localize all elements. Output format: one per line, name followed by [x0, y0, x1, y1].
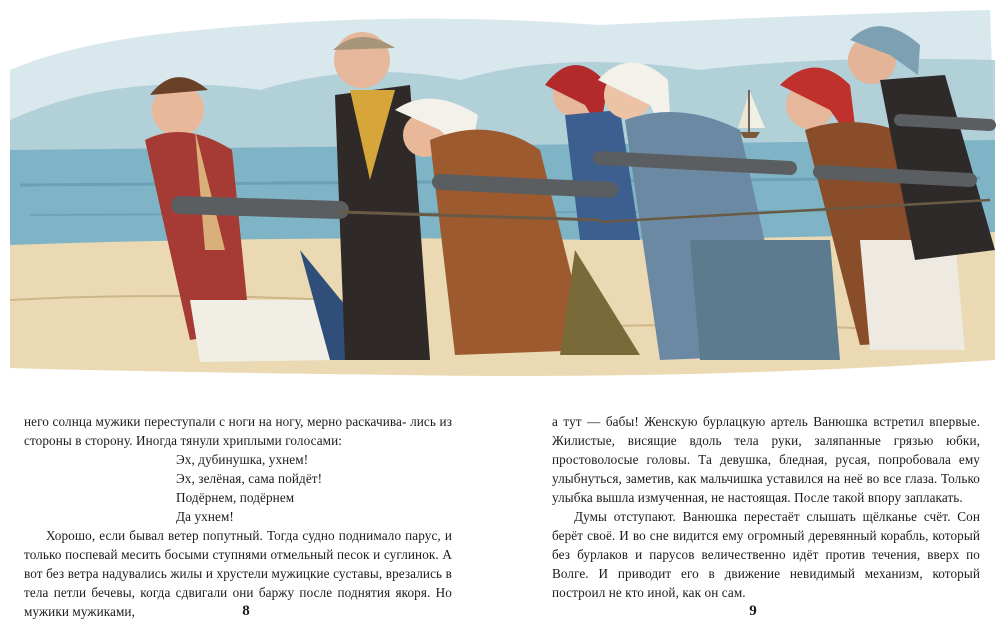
text-line: лись из стороны в сторону. Иногда тянули хриплыми голосами:: [24, 414, 453, 448]
verse-line: Эх, дубинушка, ухнем!: [176, 452, 309, 467]
song-verse: [24, 450, 452, 526]
page-number-left: 8: [242, 603, 250, 619]
left-page-text: [24, 412, 452, 621]
verse-line: Да ухнем!: [176, 509, 234, 524]
paragraph: Думы отступают. Ванюшка перестаёт слышать щёлканье счёт. Сон берёт своё. И во сне видится ему огромный деревянный корабль, который без бурлаков и парусов величественно идёт против течения, вверх по Волге. И приводит его в движение невидимый механизм, который построил не кто иной, как он сам.: [552, 509, 980, 600]
paragraph-continued: [24, 412, 452, 450]
paragraph: Хорошо, если бывал ветер попутный. Тогда судно поднимало парус, и только поспевай месить босыми ступнями отмельный песок и суглинок. А вот без ветра надувались жилы и хрустели мужицкие суставы, врезались в тела петли бечевы, когда сдвигали они баржу после поднятия якоря. Но мужики мужиками,: [24, 528, 452, 619]
page-number-right: 9: [749, 603, 757, 619]
right-page-text: [552, 412, 980, 602]
verse-line: Подёрнем, подёрнем: [176, 490, 295, 505]
text-line: него солнца мужики переступали с ноги на ногу, мерно раскачива-: [24, 414, 407, 429]
verse-line: Эх, зелёная, сама пойдёт!: [176, 471, 323, 486]
paragraph-continued: а тут — бабы! Женскую бурлацкую артель Ванюшка встретил впервые. Жилистые, висящие вдоль тела руки, заляпанные грязью юбки, простоволосые головы. Та девушка, бледная, русая, попробовала ему улыбнуться, заметив, как мальчишка уставился на неё во все глаза. Только улыбка вышла измученная, не настоящая. После такой впору заплакать.: [552, 414, 980, 505]
